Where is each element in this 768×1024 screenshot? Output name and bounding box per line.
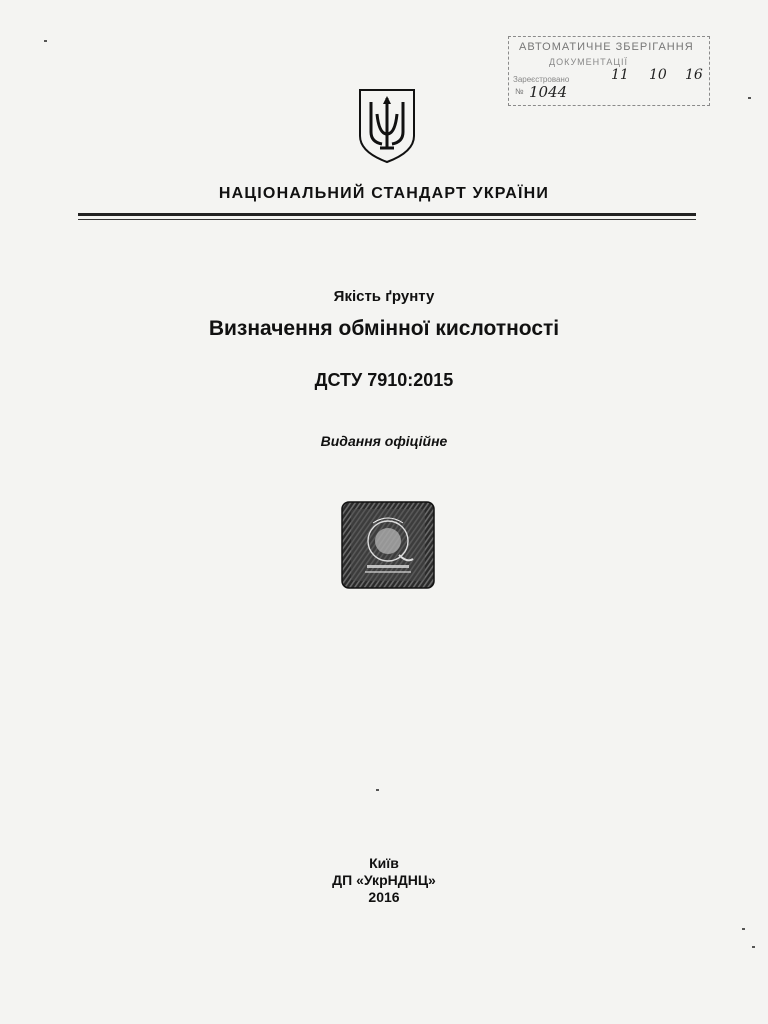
registration-stamp [508, 36, 710, 106]
heading-rule-thick [78, 213, 696, 216]
standard-code: ДСТУ 7910:2015 [314, 370, 454, 390]
imprint-year: 2016 [368, 889, 400, 905]
stamp-date-day: 11 [611, 67, 629, 83]
trident-icon [358, 88, 416, 164]
stamp-line-1: АВТОМАТИЧНЕ ЗБЕРІГАННЯ [519, 41, 694, 53]
scan-speck [742, 928, 745, 930]
scan-speck [44, 40, 47, 42]
standard-heading: НАЦІОНАЛЬНИЙ СТАНДАРТ УКРАЇНИ [218, 185, 550, 202]
hologram-seal-icon [341, 501, 435, 589]
imprint-publisher: ДП «УкрНДНЦ» [332, 872, 436, 888]
stamp-number-prefix: № [515, 87, 524, 96]
heading-rule-thin [78, 219, 696, 220]
imprint-city: Київ [369, 855, 399, 871]
document-subject: Якість ґрунту [333, 288, 435, 305]
scan-speck [376, 789, 379, 791]
scan-speck [748, 97, 751, 99]
document-title: Визначення обмінної кислотності [208, 317, 560, 340]
stamp-date-month: 10 [649, 67, 667, 83]
stamp-line-2: ДОКУМЕНТАЦІЇ [549, 57, 629, 67]
edition-note: Видання офіційне [320, 433, 448, 449]
stamp-line-3: Зареєстровано [513, 75, 570, 84]
stamp-date-year: 16 [685, 67, 703, 83]
stamp-reg-number: 1044 [529, 83, 568, 101]
scan-speck [752, 946, 755, 948]
